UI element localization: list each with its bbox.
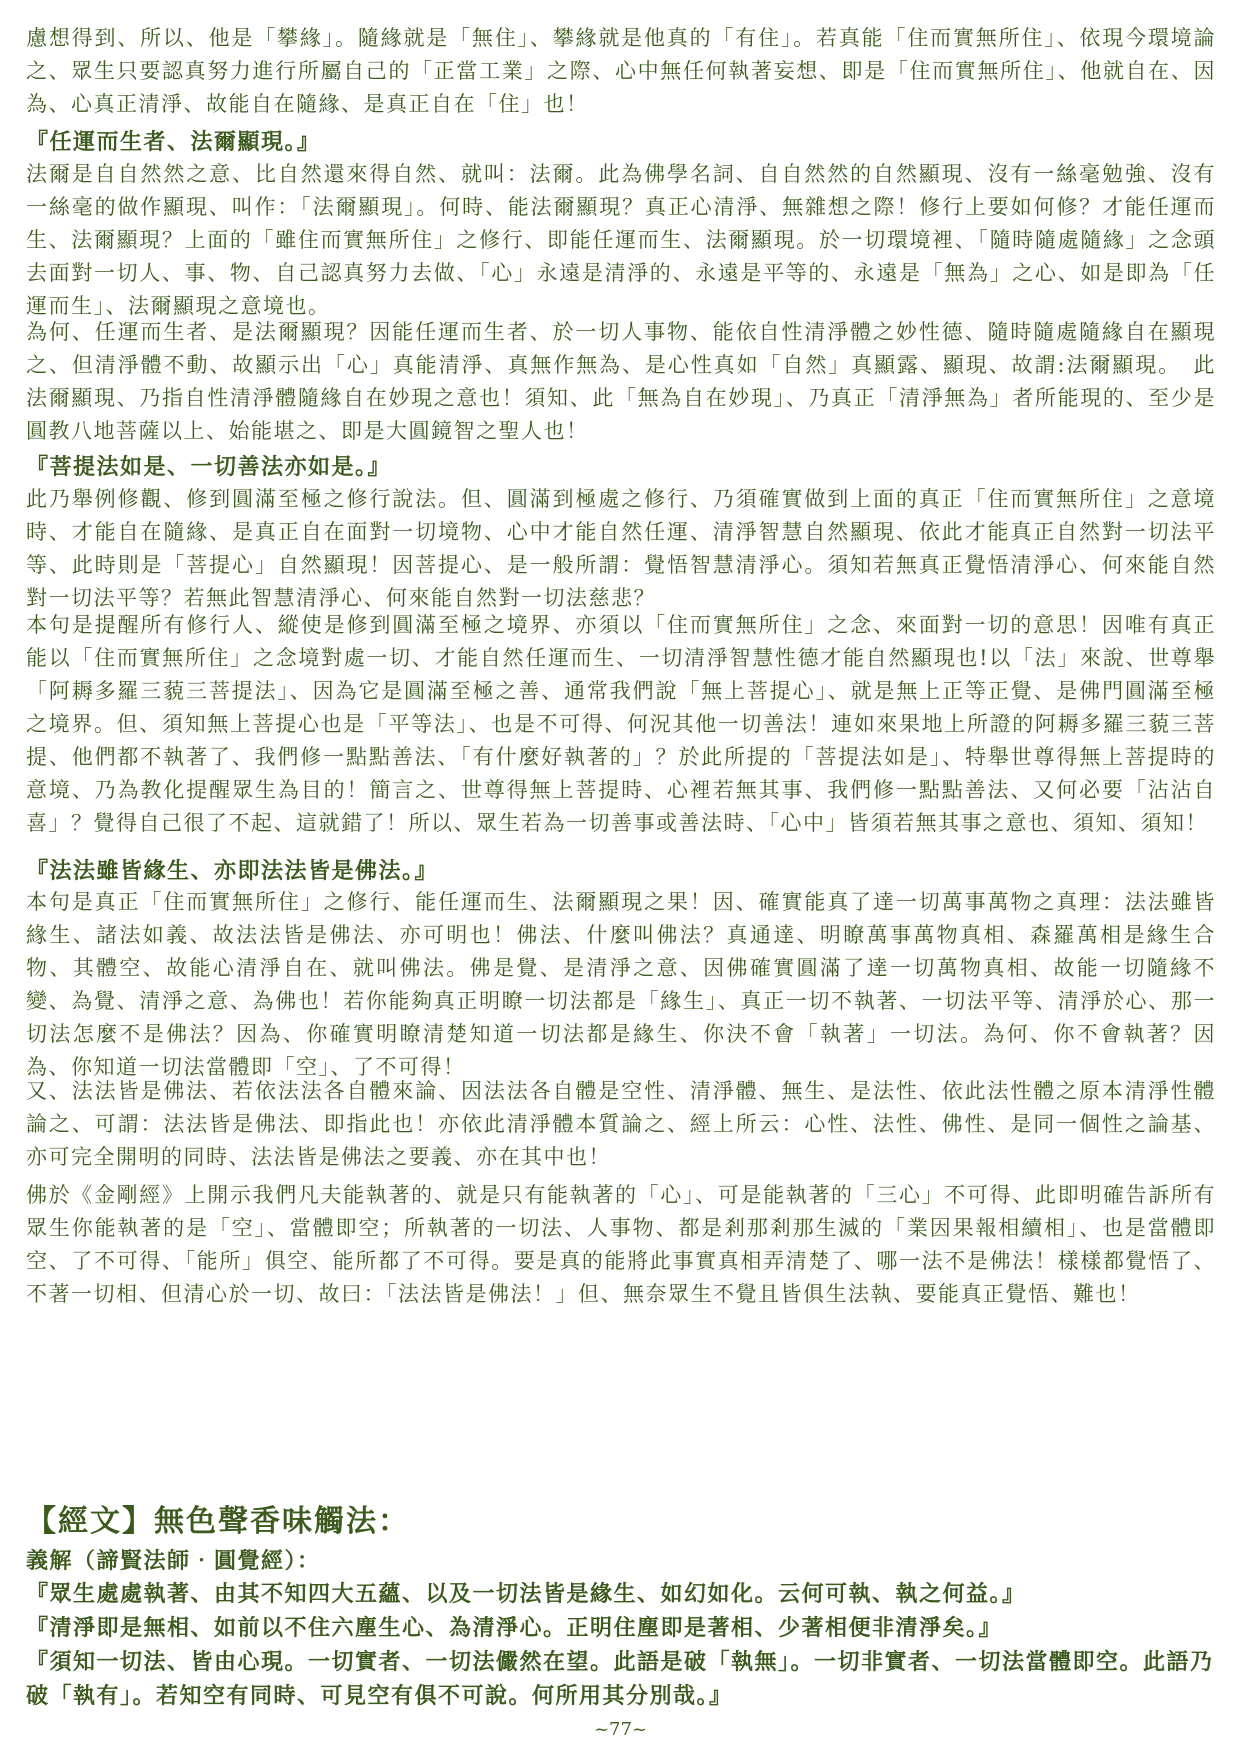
- page-number: ~77~: [593, 1719, 648, 1740]
- paragraph-7: 又、法法皆是佛法、若依法法各自體來論、因法法各自體是空性、清淨體、無生、是法性、依此法性體之原本清淨性體論之、可謂：法法皆是佛法、即指此也！亦依此清淨體本質論之、經上所云：心性、法性、佛性、是同一個性之論基、亦可完全開明的同時、法法皆是佛法之要義、亦在其中也！: [26, 1079, 1216, 1169]
- sutra-title: 【經文】無色聲香味觸法：: [26, 1504, 410, 1539]
- section-heading-2: 『菩提法如是、一切善法亦如是。』: [26, 454, 392, 480]
- paragraph-4: 此乃舉例修觀、修到圓滿至極之修行說法。但、圓滿到極處之修行、乃須確實做到上面的真正「住而實無所住」之意境時、才能自在隨緣、是真正自在面對一切境物、心中才能自然任運、清淨智慧自然顯現、依此才能真正自然對一切法平等、此時則是「菩提心」自然顯現！因菩提心、是一般所謂：覺悟智慧清淨心。須知若無真正覺悟清淨心、何來能自然對一切法平等？若無此智慧清淨心、何來能自然對一切法慈悲？: [26, 487, 1216, 610]
- section-heading-3: 『法法雖皆緣生、亦即法法皆是佛法。』: [26, 858, 439, 884]
- section-heading-1: 『任運而生者、法爾顯現。』: [26, 129, 321, 155]
- paragraph-2: 法爾是自自然然之意、比自然還來得自然、就叫：法爾。此為佛學名詞、自自然然的自然顯現、沒有一絲毫勉強、沒有一絲毫的做作顯現、叫作：「法爾顯現」。何時、能法爾顯現？真正心清淨、無雜想之際！修行上要如何修？才能任運而生、法爾顯現？上面的「雖住而實無所住」之修行、即能任運而生、法爾顯現。於一切環境裡、「隨時隨處隨緣」之念頭去面對一切人、事、物、自己認真努力去做、「心」永遠是清淨的、永遠是平等的、永遠是「無為」之心、如是即為「任運而生」、法爾顯現之意境也。: [26, 162, 1216, 318]
- paragraph-5: 本句是提醒所有修行人、縱使是修到圓滿至極之境界、亦須以「住而實無所住」之念、來面對一切的意思！因唯有真正能以「住而實無所住」之念境對處一切、才能自然任運而生、一切清淨智慧性德才能自然顯現也!以「法」來說、世尊舉「阿耨多羅三藐三菩提法」、因為它是圓滿至極之善、通常我們說「無上菩提心」、就是無上正等正覺、是佛門圓滿至極之境界。但、須知無上菩提心也是「平等法」、也是不可得、何況其他一切善法！連如來果地上所證的阿耨多羅三藐三菩提、他們都不執著了、我們修一點點善法、「有什麼好執著的」？於此所提的「菩提法如是」、特舉世尊得無上菩提時的意境、乃為教化提醒眾生為目的！簡言之、世尊得無上菩提時、心裡若無其事、我們修一點點善法、又何必要「沾沾自喜」？覺得自己很了不起、這就錯了！所以、眾生若為一切善事或善法時、「心中」皆須若無其事之意也、須知、須知！: [26, 613, 1216, 835]
- paragraph-3: 為何、任運而生者、是法爾顯現？因能任運而生者、於一切人事物、能依自性清淨體之妙性德、隨時隨處隨緣自在顯現之、但清淨體不動、故顯示出「心」真能清淨、真無作無為、是心性真如「自然」真顯露、顯現、故謂:法爾顯現。 此法爾顯現、乃指自性清淨體隨緣自在妙現之意也！須知、此「無為自在妙現」、乃真正「清淨無為」者所能現的、至少是圓教八地菩薩以上、始能堪之、即是大圓鏡智之聖人也！: [26, 320, 1216, 443]
- paragraph-1: 慮想得到、所以、他是「攀緣」。隨緣就是「無住」、攀緣就是他真的「有住」。若真能「住而實無所住」、依現今環境論之、眾生只要認真努力進行所屬自己的「正當工業」之際、心中無任何執著妄想、即是「住而實無所住」、他就自在、因為、心真正清淨、故能自在隨緣、是真正自在「住」也！: [26, 26, 1216, 116]
- commentary-label: 義解（諦賢法師‧圓覺經）：: [26, 1548, 321, 1574]
- commentary-quote-2: 『清淨即是無相、如前以不住六塵生心、為清淨心。正明住塵即是著相、少著相便非清淨矣。』: [26, 1615, 1003, 1641]
- paragraph-6: 本句是真正「住而實無所住」之修行、能任運而生、法爾顯現之果！因、確實能真了達一切萬事萬物之真理：法法雖皆緣生、諸法如義、故法法皆是佛法、亦可明也！佛法、什麼叫佛法？真通達、明瞭萬事萬物真相、森羅萬相是緣生合物、其體空、故能心清淨自在、就叫佛法。佛是覺、是清淨之意、因佛確實圓滿了達一切萬物真相、故能一切隨緣不變、為覺、清淨之意、為佛也！若你能夠真正明瞭一切法都是「緣生」、真正一切不執著、一切法平等、清淨於心、那一切法怎麼不是佛法？因為、你確實明瞭清楚知道一切法都是緣生、你決不會「執著」一切法。為何、你不會執著？因為、你知道一切法當體即「空」、了不可得！: [26, 890, 1216, 1079]
- commentary-quote-1: 『眾生處處執著、由其不知四大五蘊、以及一切法皆是緣生、如幻如化。云何可執、執之何益。』: [26, 1581, 1026, 1607]
- paragraph-8: 佛於《金剛經》上開示我們凡夫能執著的、就是只有能執著的「心」、可是能執著的「三心」不可得、此即明確告訴所有眾生你能執著的是「空」、當體即空；所執著的一切法、人事物、都是剎那剎那生滅的「業因果報相續相」、也是當體即空、了不可得、「能所」俱空、能所都了不可得。要是真的能將此事實真相弄清楚了、哪一法不是佛法！樣樣都覺悟了、不著一切相、但清心於一切、故曰：「法法皆是佛法！」但、無奈眾生不覺且皆俱生法執、要能真正覺悟、難也！: [26, 1183, 1216, 1306]
- commentary-quote-3: 『須知一切法、皆由心現。一切實者、一切法儼然在望。此語是破「執無」。一切非實者、一切法當體即空。此語乃破「執有」。若知空有同時、可見空有俱不可說。何所用其分別哉。』: [26, 1649, 1214, 1709]
